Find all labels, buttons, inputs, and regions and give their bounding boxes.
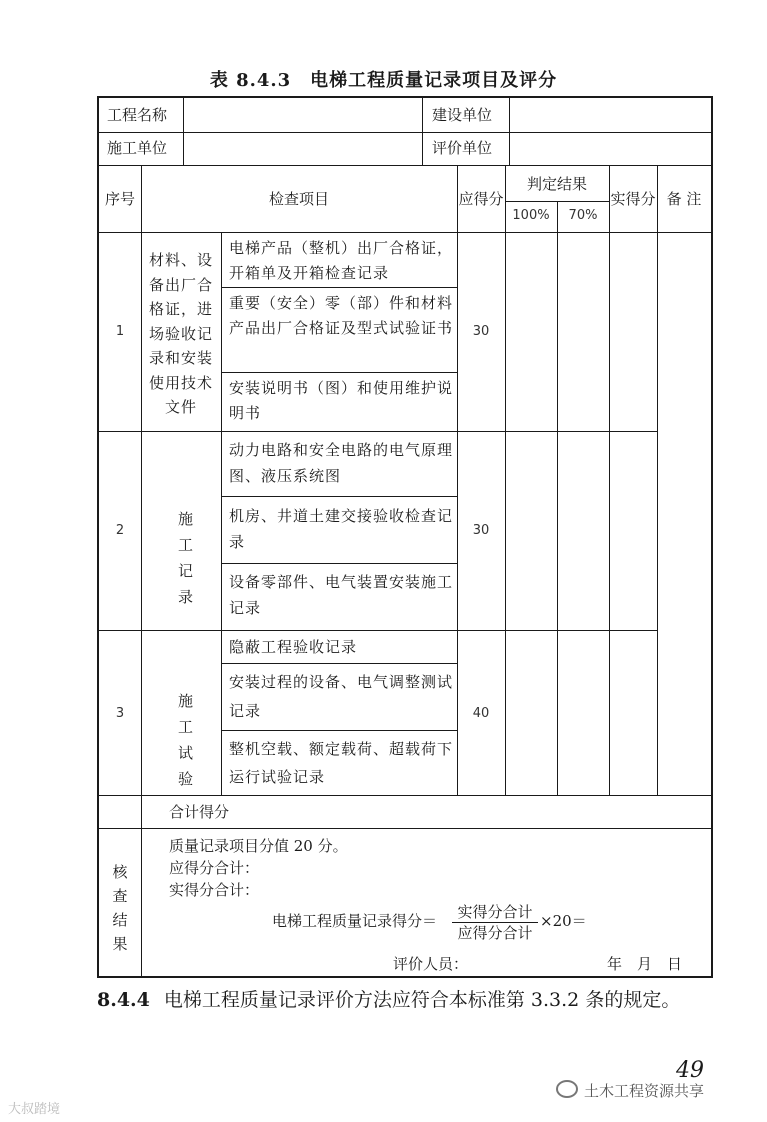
wechat-icon — [556, 1080, 578, 1098]
group-score: 40 — [472, 706, 490, 721]
actual-total-line: 实得分合计： — [169, 881, 260, 899]
evaluator-label: 评价人员： — [393, 955, 469, 973]
clause-text: 电梯工程质量记录评价方法应符合本标准第 3.3.2 条的规定。 — [163, 989, 681, 1011]
check-item: 机房、井道土建交接验收检查记录 — [229, 507, 454, 551]
quality-record-table — [97, 96, 713, 978]
check-item: 动力电路和安全电路的电气原理图、液压系统图 — [229, 441, 454, 485]
check-item: 安装说明书（图）和使用维护说明书 — [229, 379, 454, 422]
project-name-label: 工程名称 — [107, 106, 168, 124]
total-score-label: 合计得分 — [169, 803, 230, 821]
group-score: 30 — [472, 324, 490, 339]
date-label: 年 月 日 — [607, 955, 683, 973]
header-actual: 实得分 — [610, 190, 656, 208]
header-remark: 备 注 — [666, 190, 702, 208]
formula-lhs: 电梯工程质量记录得分＝ — [272, 912, 438, 930]
clause-number: 8.4.4 — [97, 989, 150, 1011]
construction-unit-label: 建设单位 — [432, 106, 493, 124]
group-name: 施工记录 — [177, 510, 194, 606]
clause-paragraph — [97, 984, 727, 1016]
header-due-score: 应得分 — [458, 190, 504, 208]
check-item: 重要（安全）零（部）件和材料产品出厂合格证及型式试验证书 — [229, 294, 454, 337]
score-value-note: 质量记录项目分值 20 分。 — [169, 837, 348, 855]
header-pct100: 100% — [512, 208, 550, 223]
group-seq: 2 — [115, 523, 125, 538]
table-title: 表 8.4.3 电梯工程质量记录项目及评分 — [209, 70, 558, 91]
group-score: 30 — [472, 523, 490, 538]
formula-denominator: 应得分合计 — [452, 922, 538, 943]
watermark-right: 土木工程资源共享 — [556, 1080, 704, 1101]
header-item: 检查项目 — [268, 190, 329, 208]
formula-numerator: 实得分合计 — [457, 903, 533, 921]
group-seq: 1 — [115, 324, 125, 339]
check-item: 隐蔽工程验收记录 — [229, 638, 358, 656]
check-item: 安装过程的设备、电气调整测试记录 — [229, 673, 454, 720]
formula-rhs: ×20＝ — [540, 912, 587, 930]
builder-label: 施工单位 — [107, 139, 168, 157]
due-total-line: 应得分合计： — [169, 859, 260, 877]
formula-fraction — [452, 902, 538, 943]
check-item: 电梯产品（整机）出厂合格证，开箱单及开箱检查记录 — [229, 239, 454, 282]
group-name: 材料、设备出厂合格证，进场验收记录和安装使用技术文件 — [148, 251, 213, 416]
header-pct70: 70% — [568, 208, 598, 223]
check-item: 整机空载、额定载荷、超载荷下运行试验记录 — [229, 740, 454, 786]
header-judgement: 判定结果 — [526, 175, 587, 193]
check-result-label: 核 查 结 果 — [112, 863, 128, 953]
header-seq: 序号 — [104, 190, 135, 208]
group-name: 施工试验 — [177, 692, 194, 788]
group-seq: 3 — [115, 706, 125, 721]
check-item: 设备零部件、电气装置安装施工记录 — [229, 573, 454, 617]
evaluation-unit-label: 评价单位 — [432, 139, 493, 157]
watermark-left: 大叔踏境 — [8, 1102, 61, 1117]
page-number: 49 — [676, 1058, 704, 1083]
